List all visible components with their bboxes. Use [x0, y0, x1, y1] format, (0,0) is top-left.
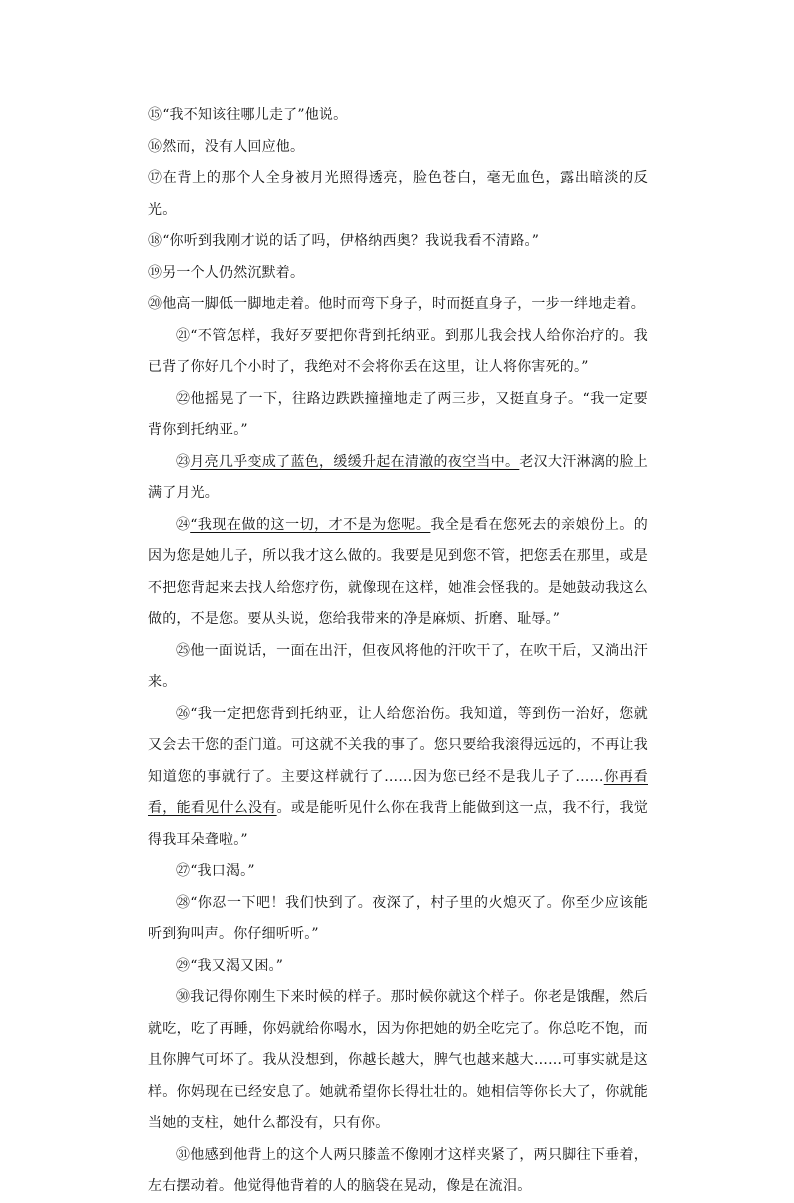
paragraph-29	[148, 951, 648, 983]
paragraph-23	[148, 447, 648, 510]
paragraph-28	[148, 888, 648, 951]
paragraph-22	[148, 384, 648, 447]
paragraph-27	[148, 856, 648, 888]
paragraph-number: ㉛	[176, 1146, 191, 1163]
paragraph-text: “我不知该往哪儿走了”他说。	[162, 107, 348, 123]
document-body	[148, 100, 648, 1203]
paragraph-24	[148, 510, 648, 636]
paragraph-31	[148, 1140, 648, 1203]
paragraph-text: 另一个人仍然沉默着。	[162, 264, 305, 281]
paragraph-15	[148, 100, 648, 132]
paragraph-text: 我记得你刚生下来时候的样子。那时候你就这个样子。你老是饿醒，然后就吃，吃了再睡，你妈就给你喝水，因为你把她的奶全吃完了。你总吃不饱，而且你脾气可坏了。我从没想到，你越长越大，脾气也越来越大……可事实就是这样。你妈现在已经安息了。她就希望你长得壮壮的。她相信等你长大了，你就能当她的支柱，她什么都没有，只有你。	[148, 989, 648, 1131]
paragraph-25	[148, 636, 648, 699]
paragraph-text: “我口渴。”	[190, 863, 255, 879]
paragraph-number: ㉑	[176, 327, 191, 344]
paragraph-number: ㉒	[176, 390, 191, 407]
paragraph-number: ⑳	[148, 296, 163, 312]
paragraph-number: ⑲	[148, 264, 163, 281]
paragraph-text: 然而，没有人回应他。	[162, 138, 305, 155]
paragraph-text: 他一面说话，一面在出汗，但夜风将他的汗吹干了，在吹干后，又淌出汗来。	[148, 642, 648, 690]
paragraph-text: 他摇晃了一下，往路边跌跌撞撞地走了两三步，又挺直身子。“我一定要背你到托纳亚。”	[148, 390, 648, 438]
paragraph-18	[148, 226, 648, 258]
paragraph-26	[148, 699, 648, 857]
paragraph-text: “你听到我刚才说的话了吗，伊格纳西奥？我说我看不清路。”	[162, 233, 540, 249]
paragraph-text-continued: 。或是能听见什么你在我背上能做到这一点，我不行，我觉得我耳朵聋啦。”	[148, 800, 648, 848]
paragraph-21	[148, 321, 648, 384]
paragraph-text: 我全是看在您死去的亲娘份上。的因为您是她儿子，所以我才这么做的。我要是见到您不管，把您丢在那里，或是不把您背起来去找人给您疗伤，就像现在这样，她准会怪我的。是她鼓动我这么做的，不是您。要从头说，您给我带来的净是麻烦、折磨、耻辱。”	[148, 516, 648, 627]
underlined-sentence: 你再看看，能看见什么没有	[148, 768, 648, 816]
paragraph-number: ⑱	[148, 233, 163, 249]
paragraph-number: ㉖	[176, 705, 191, 722]
paragraph-number: ⑯	[148, 138, 163, 155]
underlined-sentence: “我现在做的这一切，才不是为您呢。	[190, 516, 431, 533]
paragraph-text: “你忍一下吧！我们快到了。夜深了，村子里的火熄灭了。你至少应该能听到狗叫声。你仔细听听。”	[148, 894, 648, 942]
paragraph-text: “我一定把您背到托纳亚，让人给您治伤。我知道，等到伤一治好，您就又会去干您的歪门道。可这就不关我的事了。您只要给我滚得远远的，不再让我知道您的事就行了。主要这样就行了……因为您已经不是我儿子了……	[148, 705, 648, 785]
paragraph-text: “不管怎样，我好歹要把你背到托纳亚。到那儿我会找人给你治疗的。我已背了你好几个小时了，我绝对不会将你丢在这里，让人将你害死的。”	[148, 327, 648, 375]
paragraph-number: ⑮	[148, 107, 163, 123]
paragraph-19	[148, 258, 648, 290]
paragraph-text: 他高一脚低一脚地走着。他时而弯下身子，时而挺直身子，一步一绊地走着。	[162, 296, 646, 312]
paragraph-number: ㉔	[176, 516, 191, 533]
paragraph-16	[148, 132, 648, 164]
paragraph-number: ㉗	[176, 863, 191, 879]
paragraph-text: “我又渴又困。”	[190, 957, 284, 974]
paragraph-text: 在背上的那个人全身被月光照得透亮，脸色苍白，毫无血色，露出暗淡的反光。	[148, 170, 648, 218]
paragraph-17	[148, 163, 648, 226]
paragraph-number: ㉕	[176, 642, 191, 659]
paragraph-text: 他感到他背上的这个人两只膝盖不像刚才这样夹紧了，两只脚往下垂着，左右摆动着。他觉得他背着的人的脑袋在晃动，像是在流泪。	[148, 1146, 648, 1194]
underlined-sentence: 月亮几乎变成了蓝色，缓缓升起在清澈的夜空当中。	[190, 453, 520, 470]
paragraph-number: ⑰	[148, 170, 163, 186]
paragraph-number: ㉚	[176, 989, 191, 1005]
paragraph-number: ㉘	[176, 894, 191, 911]
paragraph-number: ㉓	[176, 453, 191, 470]
paragraph-20	[148, 289, 648, 321]
paragraph-number: ㉙	[176, 957, 191, 974]
paragraph-30	[148, 982, 648, 1140]
paragraph-text: 老汉大汗淋漓的脸上满了月光。	[148, 453, 648, 501]
